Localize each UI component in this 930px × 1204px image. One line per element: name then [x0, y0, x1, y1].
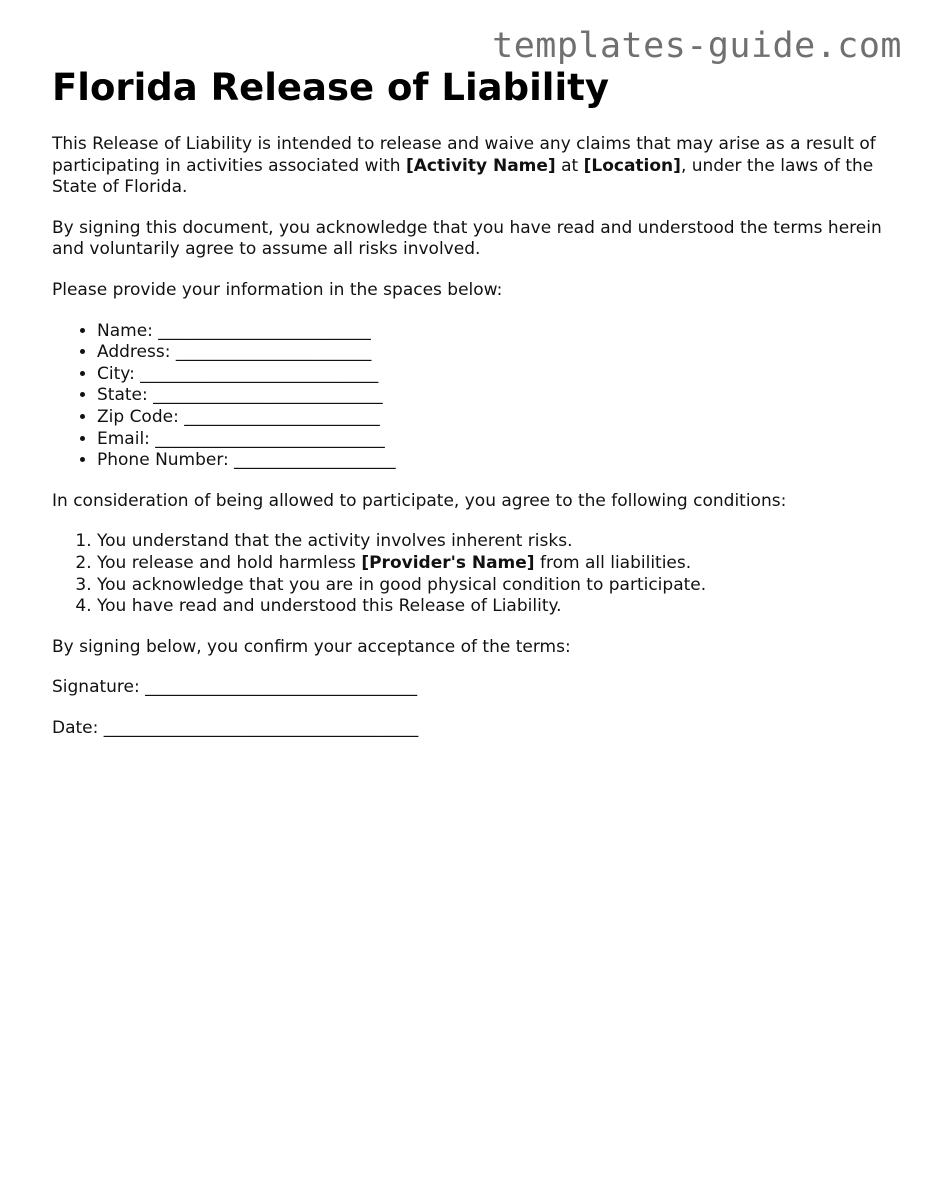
- conditions-intro: In consideration of being allowed to participate, you agree to the following conditions:: [52, 490, 787, 511]
- intro-text-2: at: [555, 155, 584, 176]
- date-line: Date: _____________________________________: [52, 717, 419, 738]
- watermark: templates-guide.com: [492, 26, 902, 66]
- condition-item: [97, 553, 892, 575]
- field-address: • Address: _______________________: [97, 342, 892, 364]
- intro-paragraph: [52, 134, 892, 199]
- location-placeholder: [Location]: [583, 155, 681, 176]
- activity-name-placeholder: [Activity Name]: [405, 155, 556, 176]
- condition-item: 4. You have read and understood this Release of Liability.: [97, 596, 892, 618]
- document-title: Florida Release of Liability: [52, 66, 609, 109]
- condition-item: 1. You understand that the activity involves inherent risks.: [97, 531, 892, 553]
- confirm-text: By signing below, you confirm your acceptance of the terms:: [52, 636, 571, 657]
- condition-item: 3. You acknowledge that you are in good physical condition to participate.: [97, 575, 892, 597]
- signature-line: Signature: ________________________________: [52, 677, 418, 698]
- intro-text-1: This Release of Liability is intended to release and waive any claims that may arise as a result of participating in activities associated with: [52, 134, 876, 176]
- field-name: • Name: _________________________: [97, 321, 892, 343]
- acknowledge-paragraph: By signing this document, you acknowledge that you have read and understood the terms herein and voluntarily agree to assume all risks involved.: [52, 217, 882, 260]
- condition-2-text-post: from all liabilities.: [534, 552, 692, 573]
- field-phone-number: • Phone Number: ___________________: [97, 450, 892, 472]
- conditions-list: [52, 531, 892, 617]
- info-prompt: Please provide your information in the spaces below:: [52, 279, 503, 300]
- intro-text-3: , under the laws of the State of Florida.: [52, 155, 874, 198]
- field-city: • City: ____________________________: [97, 364, 892, 386]
- document-body: [52, 66, 892, 758]
- field-email: • Email: ___________________________: [97, 429, 892, 451]
- field-state: • State: ___________________________: [97, 385, 892, 407]
- field-zip-code: • Zip Code: _______________________: [97, 407, 892, 429]
- info-fields-list: [52, 321, 892, 472]
- provider-name-placeholder: [Provider's Name]: [361, 552, 535, 573]
- condition-2-text-pre: You release and hold harmless: [97, 552, 362, 573]
